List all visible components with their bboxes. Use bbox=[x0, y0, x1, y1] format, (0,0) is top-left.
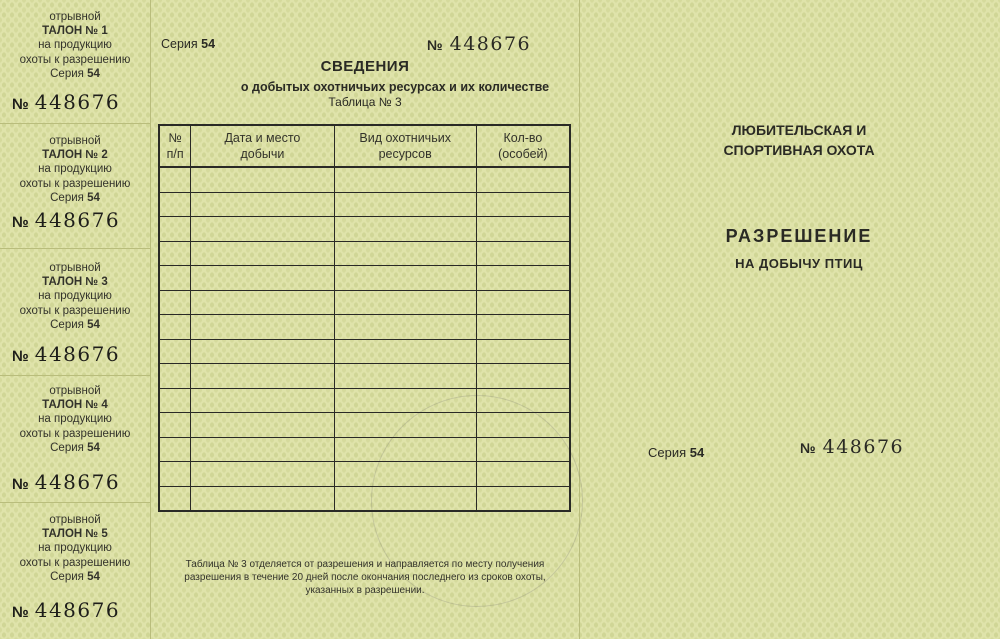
permit-title: РАЗРЕШЕНИЕ bbox=[725, 226, 873, 246]
table-cell[interactable] bbox=[159, 217, 191, 242]
series-label: Серия 54 bbox=[648, 445, 705, 460]
talon-line: на продукцию bbox=[38, 39, 112, 52]
table-cell[interactable] bbox=[159, 266, 191, 291]
talon-5[interactable] bbox=[0, 503, 150, 628]
talon-3[interactable] bbox=[0, 249, 150, 374]
col-date-place: Дата и место добычи bbox=[191, 125, 334, 167]
talon-line: на продукцию bbox=[38, 290, 112, 303]
talon-line: на продукцию bbox=[38, 163, 112, 176]
hunt-type bbox=[580, 120, 1000, 160]
table-cell[interactable] bbox=[334, 192, 476, 217]
table-cell[interactable] bbox=[334, 437, 476, 462]
table-row[interactable] bbox=[159, 315, 570, 340]
harvest-table[interactable] bbox=[158, 124, 571, 512]
table-row[interactable] bbox=[159, 388, 570, 413]
talon-strip bbox=[0, 0, 151, 639]
table-row[interactable] bbox=[159, 241, 570, 266]
table-row[interactable] bbox=[159, 339, 570, 364]
table-row[interactable] bbox=[159, 364, 570, 389]
table-cell[interactable] bbox=[191, 437, 334, 462]
table-cell[interactable] bbox=[476, 241, 570, 266]
section-subtitle: о добытых охотничьих ресурсах и их количестве bbox=[240, 80, 550, 94]
table-cell[interactable] bbox=[191, 315, 334, 340]
table-cell[interactable] bbox=[191, 388, 334, 413]
col-resource-type: Вид охотничьих ресурсов bbox=[334, 125, 476, 167]
table-cell[interactable] bbox=[334, 462, 476, 487]
table-cell[interactable] bbox=[191, 290, 334, 315]
col-quantity: Кол-во (особей) bbox=[476, 125, 570, 167]
talon-line: на продукцию bbox=[38, 542, 112, 555]
table-cell[interactable] bbox=[476, 462, 570, 487]
talon-seria: Серия 54 bbox=[50, 570, 100, 583]
table-cell[interactable] bbox=[191, 241, 334, 266]
table-cell[interactable] bbox=[334, 413, 476, 438]
talon-seria: Серия 54 bbox=[50, 67, 100, 80]
table-cell[interactable] bbox=[159, 192, 191, 217]
table-cell[interactable] bbox=[191, 339, 334, 364]
table-cell[interactable] bbox=[191, 462, 334, 487]
table-cell[interactable] bbox=[191, 486, 334, 511]
talon-caption bbox=[0, 384, 150, 455]
table-row[interactable] bbox=[159, 413, 570, 438]
serial-number: № 448676 bbox=[427, 33, 532, 55]
table-cell[interactable] bbox=[159, 486, 191, 511]
talon-number: № 448676 bbox=[12, 470, 121, 494]
table-label: Таблица № 3 bbox=[328, 95, 402, 109]
table-cell[interactable] bbox=[476, 290, 570, 315]
table-cell[interactable] bbox=[334, 241, 476, 266]
talon-seria: Серия 54 bbox=[50, 441, 100, 454]
talon-line: отрывной bbox=[49, 385, 101, 397]
talon-line: охоты к разрешению bbox=[19, 177, 131, 190]
note-line: Таблица № 3 отделяется от разрешения и направляется по месту получения bbox=[185, 559, 545, 570]
table-cell[interactable] bbox=[159, 167, 191, 192]
talon-seria: Серия 54 bbox=[50, 318, 100, 331]
table-cell[interactable] bbox=[476, 413, 570, 438]
table-cell[interactable] bbox=[476, 388, 570, 413]
talon-2[interactable] bbox=[0, 124, 150, 249]
table-cell[interactable] bbox=[191, 167, 334, 192]
permit-cover bbox=[580, 0, 1000, 639]
note-line: разрешения в течение 20 дней после окончания последнего из сроков охоты, bbox=[184, 571, 546, 583]
talon-title: ТАЛОН № 5 bbox=[42, 528, 108, 541]
talon-title: ТАЛОН № 2 bbox=[42, 149, 108, 162]
talon-number: № 448676 bbox=[12, 208, 121, 232]
table-row[interactable] bbox=[159, 462, 570, 487]
table-cell[interactable] bbox=[159, 241, 191, 266]
table-cell[interactable] bbox=[334, 364, 476, 389]
table-cell[interactable] bbox=[159, 413, 191, 438]
table-cell[interactable] bbox=[191, 192, 334, 217]
series-label: Серия 54 bbox=[161, 37, 216, 51]
talon-number: № 448676 bbox=[12, 90, 121, 114]
talon-title: ТАЛОН № 3 bbox=[42, 276, 108, 289]
table-row[interactable] bbox=[159, 437, 570, 462]
table-cell[interactable] bbox=[334, 266, 476, 291]
table-row[interactable] bbox=[159, 266, 570, 291]
talon-title: ТАЛОН № 4 bbox=[42, 399, 108, 412]
table-row[interactable] bbox=[159, 290, 570, 315]
table-cell[interactable] bbox=[159, 290, 191, 315]
table-cell[interactable] bbox=[334, 486, 476, 511]
table-row[interactable] bbox=[159, 167, 570, 192]
section-title: СВЕДЕНИЯ bbox=[320, 58, 410, 75]
table-cell[interactable] bbox=[334, 339, 476, 364]
talon-caption bbox=[0, 261, 150, 332]
table-cell[interactable] bbox=[476, 486, 570, 511]
talon-line: отрывной bbox=[49, 11, 101, 23]
talon-caption bbox=[0, 134, 150, 205]
talon-line: отрывной bbox=[49, 135, 101, 147]
talon-line: охоты к разрешению bbox=[19, 304, 131, 317]
table-cell[interactable] bbox=[159, 437, 191, 462]
talon-number: № 448676 bbox=[12, 598, 121, 622]
table-cell[interactable] bbox=[191, 266, 334, 291]
table-cell[interactable] bbox=[334, 388, 476, 413]
talon-line: отрывной bbox=[49, 514, 101, 526]
talon-caption bbox=[0, 513, 150, 584]
hunt-type-line: ЛЮБИТЕЛЬСКАЯ И bbox=[731, 122, 867, 138]
table-cell[interactable] bbox=[334, 217, 476, 242]
table-cell[interactable] bbox=[476, 364, 570, 389]
col-number: № п/п bbox=[159, 125, 191, 167]
table-cell[interactable] bbox=[334, 315, 476, 340]
talon-1[interactable] bbox=[0, 0, 150, 125]
talon-line: на продукцию bbox=[38, 413, 112, 426]
talon-4[interactable] bbox=[0, 376, 150, 501]
table-row[interactable] bbox=[159, 217, 570, 242]
table-header bbox=[159, 125, 570, 167]
talon-caption bbox=[0, 10, 150, 81]
table-cell[interactable] bbox=[159, 462, 191, 487]
talon-line: отрывной bbox=[49, 262, 101, 274]
table-row[interactable] bbox=[159, 192, 570, 217]
table-cell[interactable] bbox=[476, 192, 570, 217]
hunt-type-line: СПОРТИВНАЯ ОХОТА bbox=[723, 142, 875, 158]
table-cell[interactable] bbox=[159, 339, 191, 364]
table-cell[interactable] bbox=[159, 315, 191, 340]
talon-number: № 448676 bbox=[12, 342, 121, 366]
table-cell[interactable] bbox=[476, 339, 570, 364]
table-cell[interactable] bbox=[476, 217, 570, 242]
table-cell[interactable] bbox=[476, 437, 570, 462]
table-cell[interactable] bbox=[476, 315, 570, 340]
table-cell[interactable] bbox=[159, 388, 191, 413]
table-cell[interactable] bbox=[334, 167, 476, 192]
table-cell[interactable] bbox=[476, 266, 570, 291]
talon-line: охоты к разрешению bbox=[19, 556, 131, 569]
talon-title: ТАЛОН № 1 bbox=[42, 25, 108, 38]
talon-seria: Серия 54 bbox=[50, 191, 100, 204]
table-cell[interactable] bbox=[191, 217, 334, 242]
table-cell[interactable] bbox=[476, 167, 570, 192]
permit-subtitle: НА ДОБЫЧУ ПТИЦ bbox=[735, 256, 863, 271]
serial-number: № 448676 bbox=[800, 436, 905, 458]
table-cell[interactable] bbox=[191, 364, 334, 389]
table-note bbox=[151, 559, 579, 597]
table-cell[interactable] bbox=[191, 413, 334, 438]
note-line: указанных в разрешении. bbox=[305, 584, 425, 596]
table-row[interactable] bbox=[159, 486, 570, 511]
table-section[interactable] bbox=[151, 0, 580, 639]
table-cell[interactable] bbox=[159, 364, 191, 389]
talon-line: охоты к разрешению bbox=[19, 53, 131, 66]
talon-line: охоты к разрешению bbox=[19, 427, 131, 440]
table-cell[interactable] bbox=[334, 290, 476, 315]
